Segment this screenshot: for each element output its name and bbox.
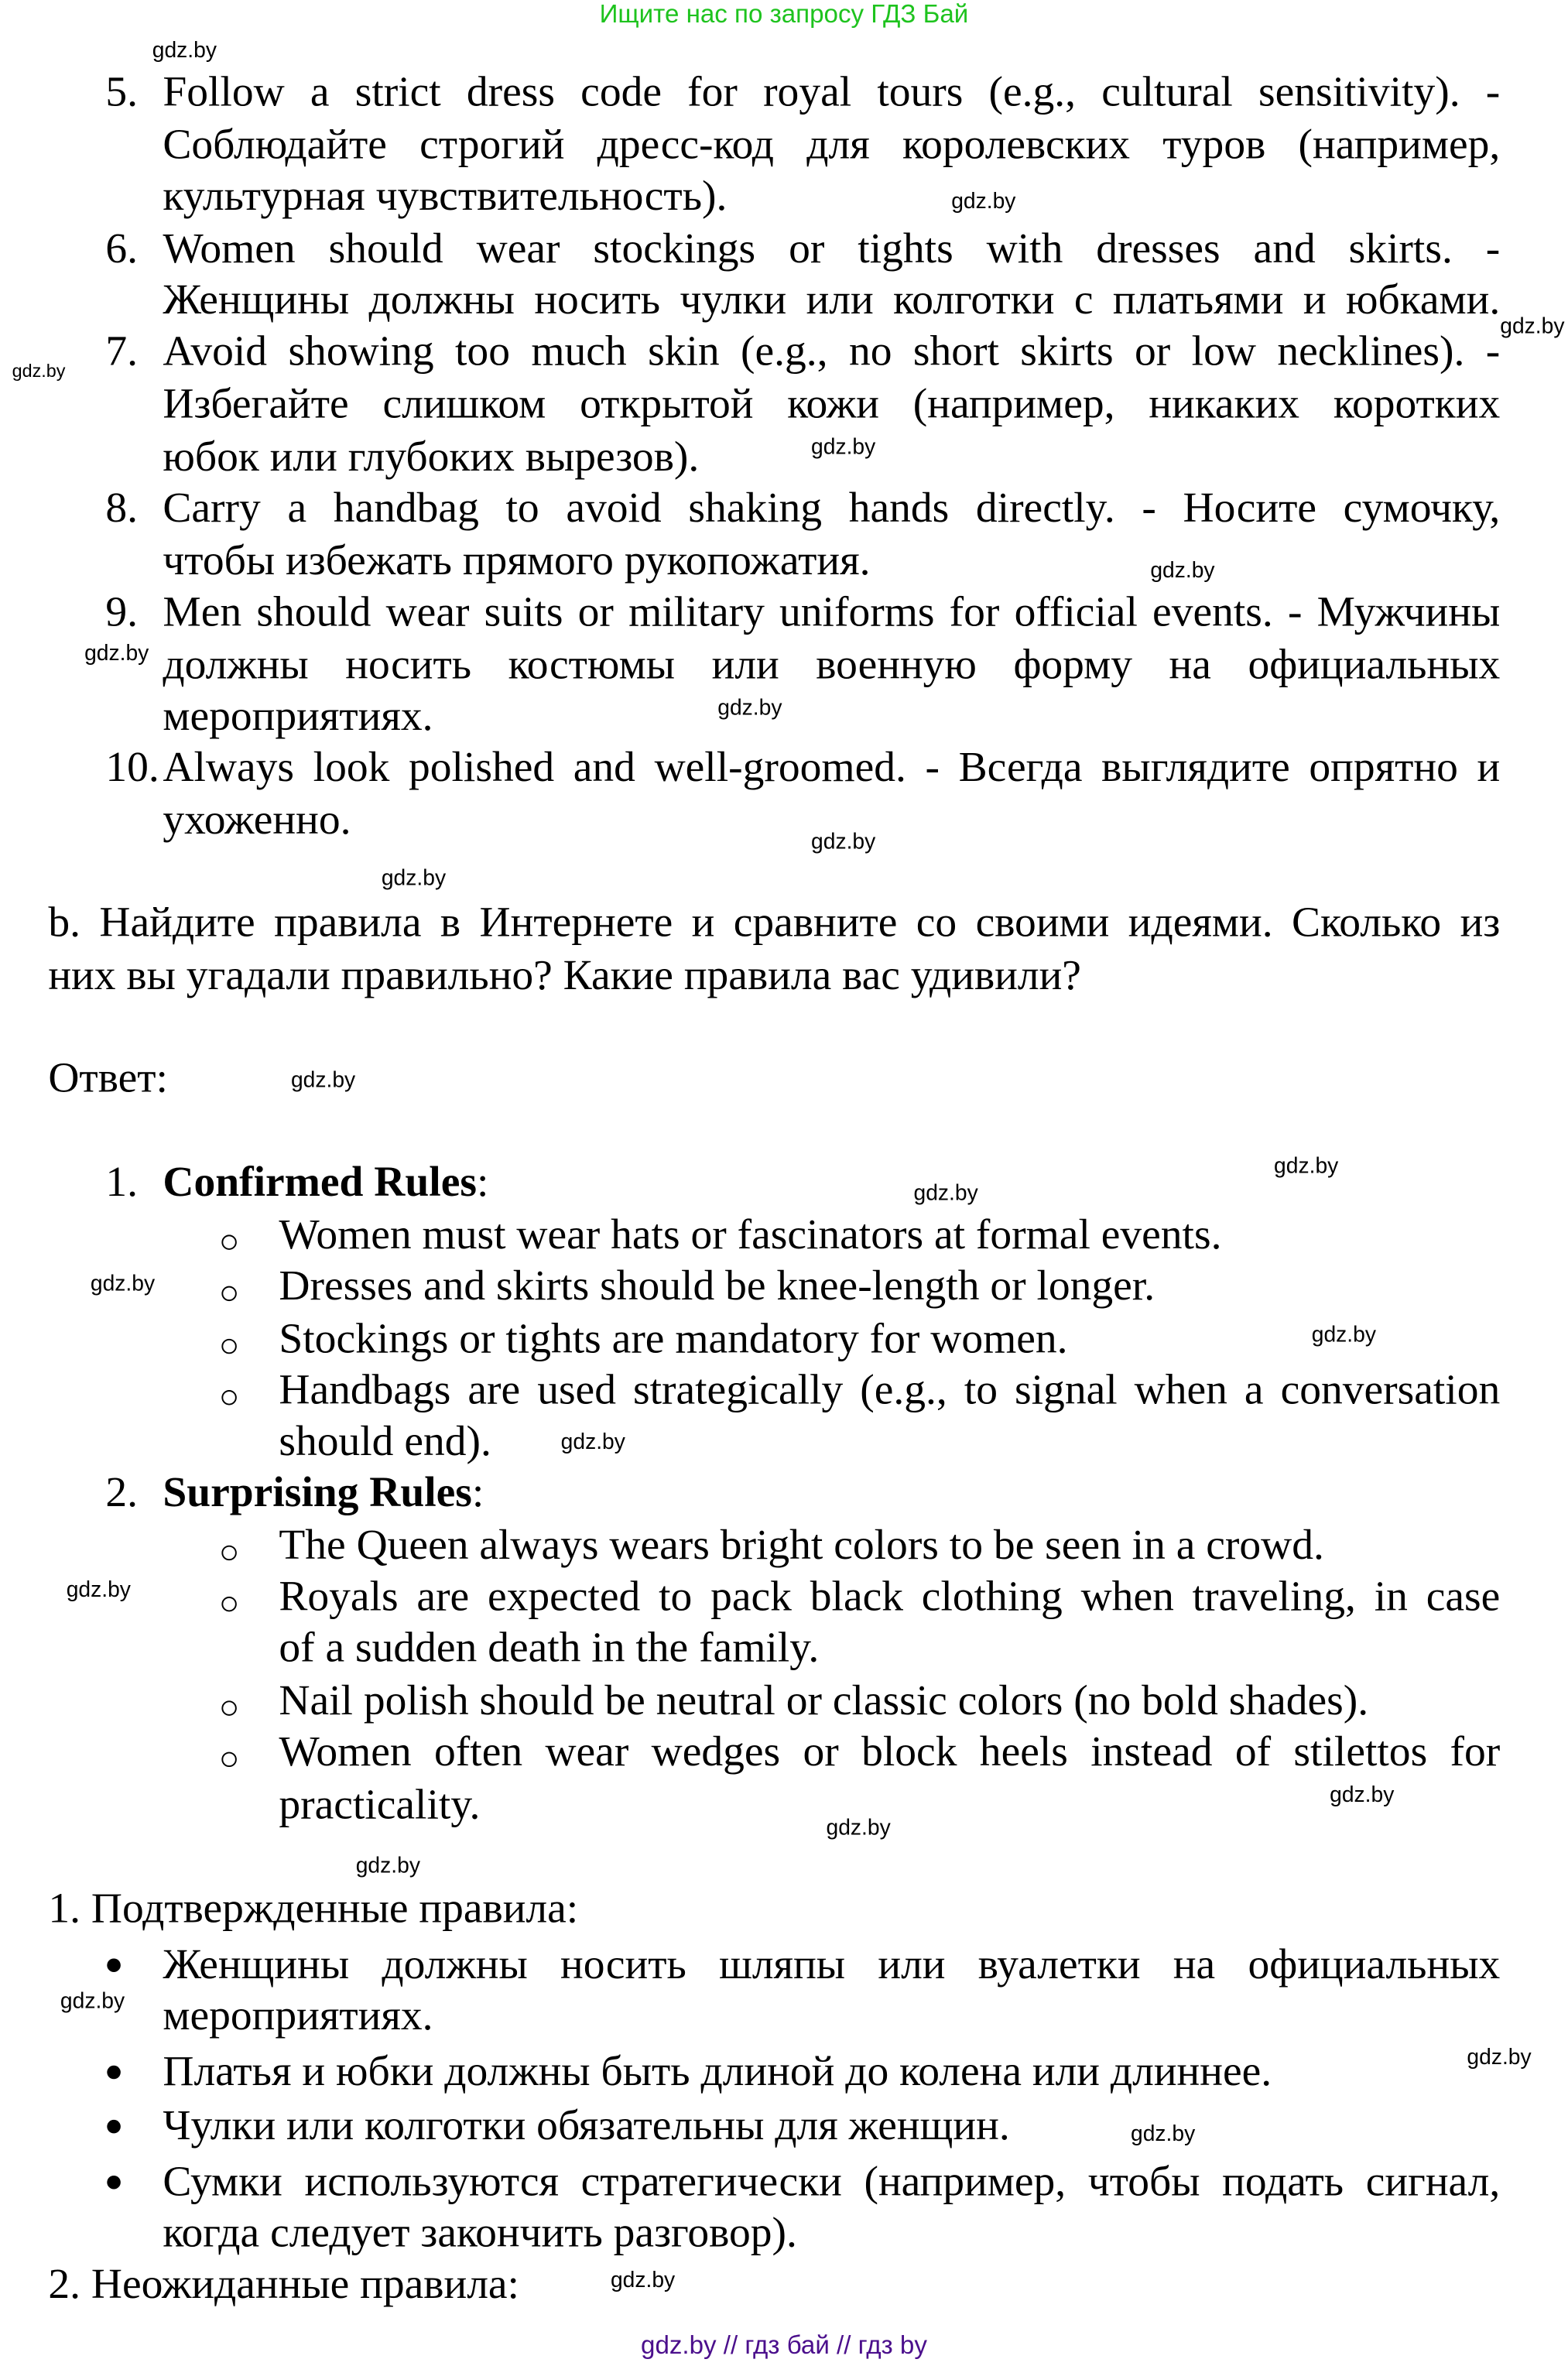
watermark: gdz.by [381,867,447,892]
heading-colon: : [471,1470,484,1517]
heading-colon: : [476,1159,489,1207]
list-item-line: should end). [279,1419,491,1466]
list-number: 10. [105,745,159,792]
watermark: gdz.by [1467,2046,1532,2070]
circle-bullet-icon [221,1752,236,1767]
list-item-line: ухоженно. [163,797,351,844]
list-item-line: Сумки используются стратегически (например, чтобы подать сигнал, [163,2159,1501,2206]
list-item-line: Royals are expected to pack black clothing when traveling, in case [279,1573,1501,1621]
circle-bullet-icon [221,1339,236,1354]
watermark: gdz.by [1131,2122,1196,2147]
watermark: gdz.by [152,39,217,63]
ru-surprising-heading: 2. Неожиданные правила: [48,2262,519,2309]
list-item-line: of a sudden death in the family. [279,1625,820,1673]
watermark: gdz.by [1311,1323,1377,1348]
watermark: gdz.by [290,1069,356,1094]
circle-bullet-icon [221,1546,236,1560]
circle-bullet-icon [221,1390,236,1405]
list-item-line: Follow a strict dress code for royal tours (e.g., cultural sensitivity). - [163,69,1501,116]
list-number: 8. [105,485,138,532]
list-item-line: Always look polished and well-groomed. - Всегда выглядите опрятно и [163,745,1501,792]
list-item-line: Avoid showing too much skin (e.g., no short skirts or low necklines). - [163,328,1501,376]
watermark: gdz.by [610,2268,676,2293]
watermark: gdz.by [12,360,66,382]
list-item-line: Платья и юбки должны быть длиной до колена или длиннее. [163,2049,1272,2096]
task-b-text: них вы угадали правильно? Какие правила вас удивили? [48,953,1081,1000]
list-item-line: культурная чувствительность). [163,173,728,221]
bullet-dot-icon [107,2176,121,2190]
section-heading-confirmed [163,1158,488,1209]
watermark: gdz.by [66,1578,131,1603]
list-item-line: Чулки или колготки обязательны для женщин. [163,2103,1010,2150]
list-item-line: practicality. [279,1782,481,1829]
circle-bullet-icon [221,1234,236,1249]
ru-confirmed-heading: 1. Подтвержденные правила: [48,1885,579,1933]
list-item-line: Women often wear wedges or block heels instead of stilettos for [279,1729,1501,1776]
list-item-line: Women must wear hats or fascinators at formal events. [279,1212,1222,1259]
list-item-line: Женщины должны носить чулки или колготки с платьями и юбками. [163,277,1501,324]
list-item-line: Stockings or tights are mandatory for women. [279,1316,1068,1363]
list-item-line: Dresses and skirts should be knee-length or longer. [279,1263,1155,1310]
search-banner[interactable]: Ищите нас по запросу ГДЗ Бай [599,0,969,29]
watermark: gdz.by [84,642,149,667]
circle-bullet-icon [221,1286,236,1301]
bullet-dot-icon [107,2120,121,2134]
watermark: gdz.by [560,1430,625,1455]
list-item-line: Handbags are used strategically (e.g., to signal when a conversation [279,1367,1501,1415]
watermark: gdz.by [90,1272,156,1297]
watermark: gdz.by [811,830,876,855]
heading-title: Surprising Rules [163,1470,472,1517]
watermark: gdz.by [811,435,876,461]
watermark: gdz.by [1274,1155,1339,1180]
list-number: 2. [105,1470,138,1517]
list-number: 7. [105,328,138,376]
list-item-line: Women should wear stockings or tights with dresses and skirts. - [163,226,1501,273]
list-item-line: чтобы избежать прямого рукопожатия. [163,538,871,585]
circle-bullet-icon [221,1597,236,1611]
list-number: 9. [105,589,138,637]
list-number: 5. [105,69,138,116]
watermark: gdz.by [355,1854,420,1879]
list-item-line: Женщины должны носить шляпы или вуалетки на официальных [163,1942,1501,1989]
watermark: gdz.by [826,1816,891,1841]
circle-bullet-icon [221,1700,236,1715]
bullet-dot-icon [107,2066,121,2080]
list-item-line: юбок или глубоких вырезов). [163,434,700,481]
watermark: gdz.by [913,1182,978,1207]
section-heading-surprising [163,1468,484,1519]
list-item-line: The Queen always wears bright colors to be seen in a crowd. [279,1522,1324,1570]
list-item-line: мероприятиях. [163,693,433,741]
watermark: gdz.by [1150,559,1215,584]
footer-links[interactable]: gdz.by // гдз бай // гдз by [641,2330,927,2360]
list-number: 1. [105,1159,138,1207]
watermark: gdz.by [1330,1783,1395,1808]
list-item-line: Соблюдайте строгий дресс-код для королевских туров (например, [163,122,1501,169]
list-item-line: когда следует закончить разговор). [163,2210,797,2258]
list-item-line: Carry a handbag to avoid shaking hands directly. - Носите сумочку, [163,485,1501,532]
watermark: gdz.by [951,190,1016,214]
list-item-line: Nail polish should be neutral or classic colors (no bold shades). [279,1678,1369,1725]
list-item-line: Men should wear suits or military uniforms for official events. - Мужчины [163,589,1501,637]
list-item-line: Избегайте слишком открытой кожи (например, никаких коротких [163,381,1501,429]
bullet-dot-icon [107,1958,121,1972]
list-number: 6. [105,226,138,273]
heading-title: Confirmed Rules [163,1159,477,1207]
list-item-line: мероприятиях. [163,1993,433,2040]
list-item-line: должны носить костюмы или военную форму на официальных [163,642,1501,690]
watermark: gdz.by [1500,315,1565,340]
task-b-text: b. Найдите правила в Интернете и сравните со своими идеями. Сколько из [48,899,1501,947]
watermark: gdz.by [717,696,782,721]
answer-label: Ответ: [48,1055,168,1102]
watermark: gdz.by [60,1990,125,2015]
